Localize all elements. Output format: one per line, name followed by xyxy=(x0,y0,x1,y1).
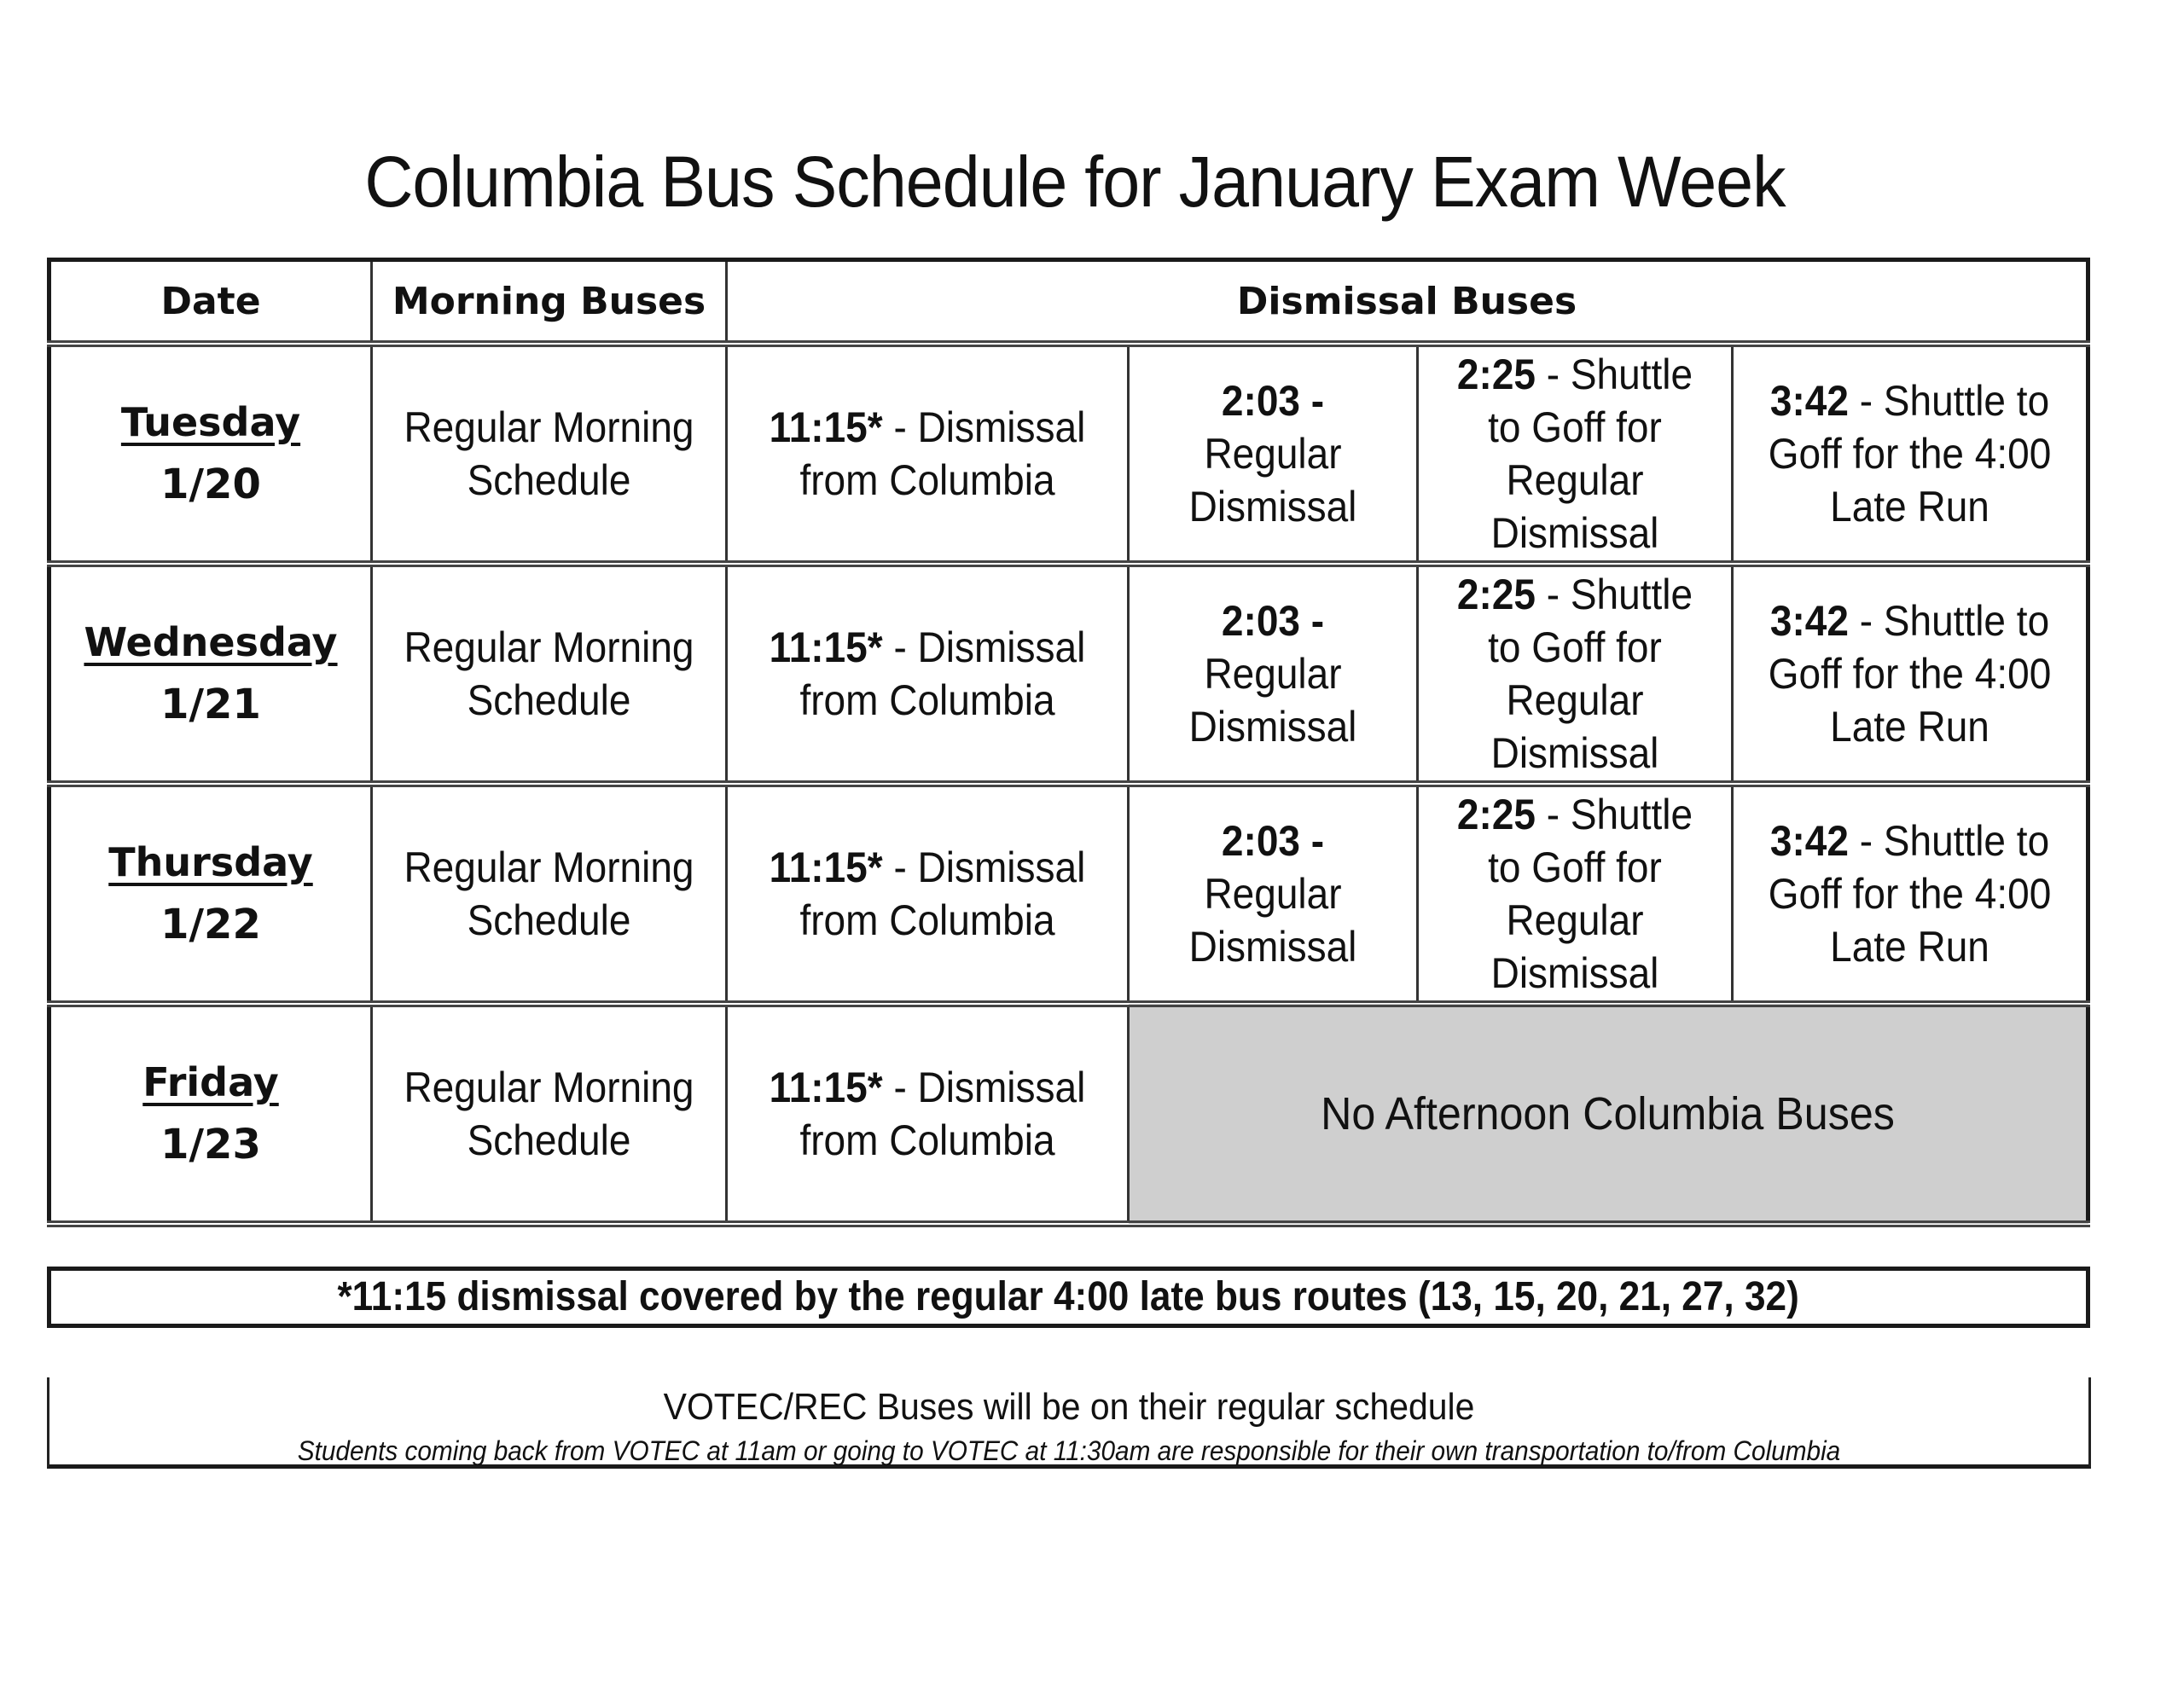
footnote-text: *11:15 dismissal covered by the regular 4:00 late bus routes (13, 15, 20, 21, 27, 32) xyxy=(337,1274,1800,1319)
day-name: Wednesday xyxy=(84,619,338,665)
day-name: Thursday xyxy=(108,839,313,885)
dismissal-desc: - Dismissal from Columbia xyxy=(799,403,1086,504)
dismissal-time: 2:03 - xyxy=(1221,817,1325,865)
day-date: 1/20 xyxy=(160,461,261,508)
dismissal-time: 2:03 - xyxy=(1221,597,1325,645)
morning-cell xyxy=(372,1004,727,1224)
dismissal-time: 11:15* xyxy=(769,1064,883,1111)
footnote-box xyxy=(47,1267,2090,1328)
dismissal-time: 2:25 xyxy=(1456,571,1536,618)
dismissal-desc: - Dismissal from Columbia xyxy=(799,1064,1086,1164)
dismissal-time: 11:15* xyxy=(769,623,883,671)
dismissal-desc: - Shuttle to Goff for Regular Dismissal xyxy=(1488,351,1693,557)
morning-line: Schedule xyxy=(467,896,631,944)
header-date: Date xyxy=(49,260,372,345)
dismissal-desc: - Shuttle to Goff for the 4:00 Late Run xyxy=(1768,817,2052,971)
no-afternoon-buses-cell xyxy=(1129,1004,2088,1224)
day-name: Tuesday xyxy=(120,399,301,445)
dismissal-203-cell xyxy=(1129,784,1418,1004)
dismissal-1115-cell xyxy=(727,564,1129,784)
dismissal-time: 2:25 xyxy=(1456,351,1536,398)
header-morning-buses: Morning Buses xyxy=(372,260,727,345)
dismissal-225-cell xyxy=(1418,784,1733,1004)
no-afternoon-label: No Afternoon Columbia Buses xyxy=(1321,1088,1895,1139)
dismissal-time: 11:15* xyxy=(769,403,883,451)
header-dismissal-buses: Dismissal Buses xyxy=(727,260,2088,345)
morning-line: Schedule xyxy=(467,1116,631,1164)
morning-line: Regular Morning xyxy=(404,844,694,891)
dismissal-time: 3:42 xyxy=(1769,377,1849,425)
dismissal-342-cell xyxy=(1733,344,2088,564)
morning-cell xyxy=(372,344,727,564)
dismissal-time: 2:25 xyxy=(1456,791,1536,838)
day-date: 1/22 xyxy=(160,901,261,948)
morning-line: Regular Morning xyxy=(404,1064,694,1111)
table-header-row xyxy=(49,260,2088,345)
dismissal-desc: - Shuttle to Goff for the 4:00 Late Run xyxy=(1768,377,2052,530)
dismissal-203-cell xyxy=(1129,564,1418,784)
date-cell xyxy=(49,784,372,1004)
dismissal-desc: - Shuttle to Goff for Regular Dismissal xyxy=(1488,571,1693,777)
votec-line-2: Students coming back from VOTEC at 11am or going to VOTEC at 11:30am are responsible for their own transportation to/from Columbia xyxy=(297,1435,1841,1466)
dismissal-time: 3:42 xyxy=(1769,597,1849,645)
dismissal-desc: - Dismissal from Columbia xyxy=(799,844,1086,944)
date-cell xyxy=(49,1004,372,1224)
morning-line: Regular Morning xyxy=(404,623,694,671)
dismissal-desc: - Shuttle to Goff for Regular Dismissal xyxy=(1488,791,1693,997)
day-date: 1/21 xyxy=(160,681,261,728)
votec-notice-box xyxy=(47,1377,2091,1469)
day-date: 1/23 xyxy=(160,1121,261,1168)
morning-line: Regular Morning xyxy=(404,403,694,451)
dismissal-desc: Regular Dismissal xyxy=(1188,650,1357,751)
dismissal-time: 3:42 xyxy=(1769,817,1849,865)
dismissal-1115-cell xyxy=(727,1004,1129,1224)
dismissal-desc: - Dismissal from Columbia xyxy=(799,623,1086,724)
morning-cell xyxy=(372,784,727,1004)
table-row xyxy=(49,784,2088,1004)
dismissal-225-cell xyxy=(1418,564,1733,784)
table-row xyxy=(49,344,2088,564)
dismissal-time: 2:03 - xyxy=(1221,377,1325,425)
dismissal-time: 11:15* xyxy=(769,844,883,891)
bus-schedule-table xyxy=(47,258,2090,1227)
date-cell xyxy=(49,564,372,784)
dismissal-desc: - Shuttle to Goff for the 4:00 Late Run xyxy=(1768,597,2052,751)
table-row xyxy=(49,564,2088,784)
day-name: Friday xyxy=(142,1059,279,1105)
date-cell xyxy=(49,344,372,564)
morning-cell xyxy=(372,564,727,784)
dismissal-1115-cell xyxy=(727,344,1129,564)
dismissal-342-cell xyxy=(1733,564,2088,784)
morning-line: Schedule xyxy=(467,456,631,504)
dismissal-225-cell xyxy=(1418,344,1733,564)
votec-line-1: VOTEC/REC Buses will be on their regular schedule xyxy=(663,1386,1475,1428)
dismissal-desc: Regular Dismissal xyxy=(1188,430,1357,530)
table-row xyxy=(49,1004,2088,1224)
page-title: Columbia Bus Schedule for January Exam Week xyxy=(364,142,1786,222)
dismissal-203-cell xyxy=(1129,344,1418,564)
morning-line: Schedule xyxy=(467,676,631,724)
dismissal-desc: Regular Dismissal xyxy=(1188,870,1357,971)
dismissal-1115-cell xyxy=(727,784,1129,1004)
dismissal-342-cell xyxy=(1733,784,2088,1004)
